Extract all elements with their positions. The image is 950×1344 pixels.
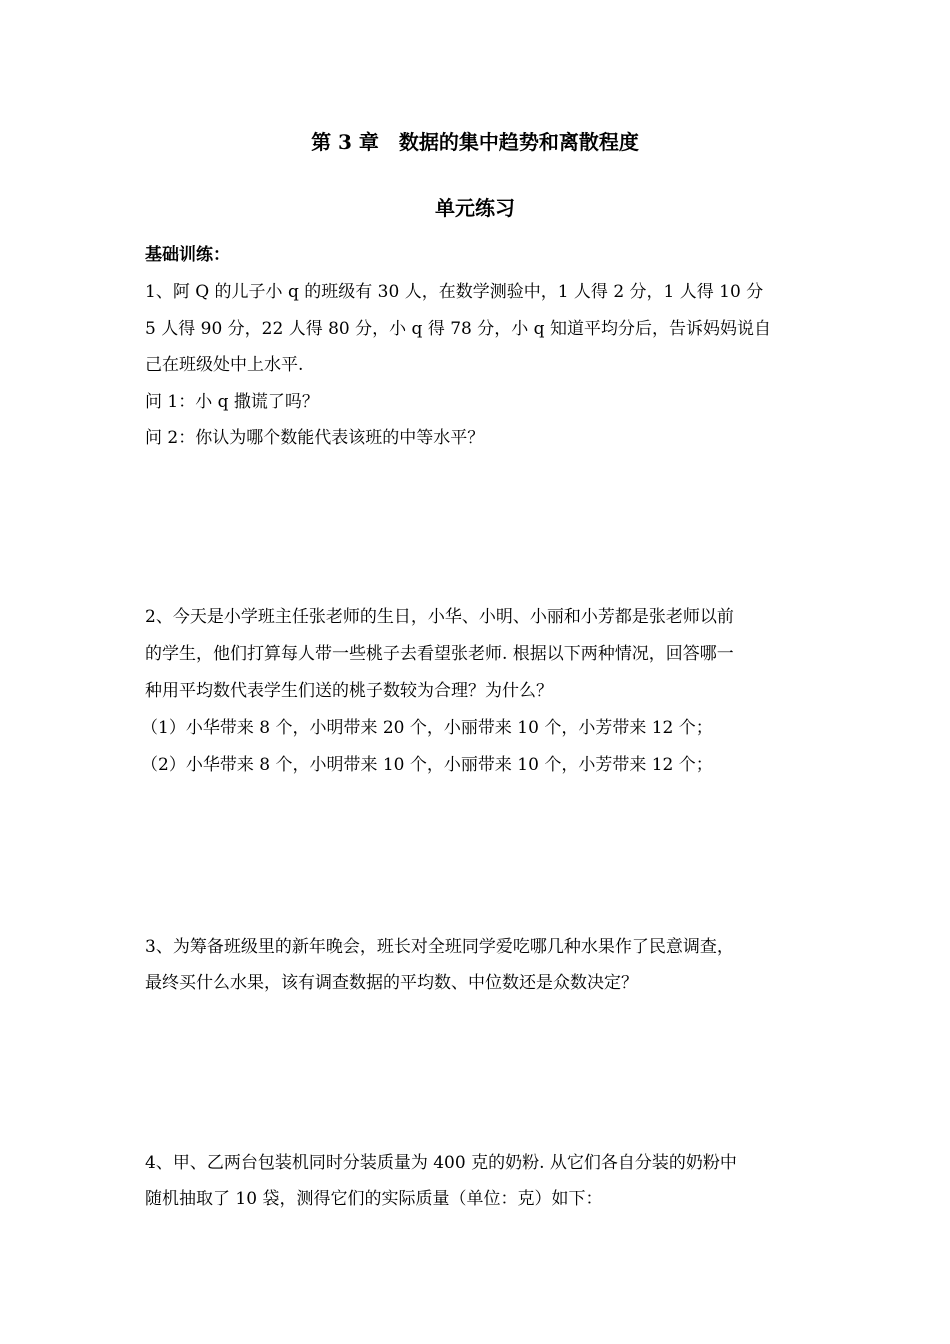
q2-line-2: 的学生，他们打算每人带一些桃子去看望张老师. 根据以下两种情况，回答哪一 (145, 644, 734, 664)
q1-ask-1: 问 1：小 q 撒谎了吗？ (145, 392, 319, 412)
q1-ask-2: 问 2：你认为哪个数能代表该班的中等水平？ (145, 428, 485, 448)
q2-line-1: 2、今天是小学班主任张老师的生日，小华、小明、小丽和小芳都是张老师以前 (145, 607, 734, 627)
chapter-title: 第 3 章 数据的集中趋势和离散程度 (311, 130, 639, 154)
q4-line-2: 随机抽取了 10 袋，测得它们的实际质量（单位：克）如下： (145, 1189, 603, 1209)
subtitle: 单元练习 (435, 196, 515, 220)
q2-line-3: 种用平均数代表学生们送的桃子数较为合理？为什么？ (145, 681, 553, 701)
section-heading: 基础训练： (145, 245, 230, 265)
q3-line-1: 3、为筹备班级里的新年晚会，班长对全班同学爱吃哪几种水果作了民意调查， (145, 937, 734, 957)
q1-line-3: 己在班级处中上水平. (145, 355, 304, 375)
q4-line-1: 4、甲、乙两台包装机同时分装质量为 400 克的奶粉. 从它们各自分装的奶粉中 (145, 1153, 737, 1173)
q2-case-2: （2）小华带来 8 个，小明带来 10 个，小丽带来 10 个，小芳带来 12 个； (141, 755, 713, 775)
q1-line-2: 5 人得 90 分，22 人得 80 分，小 q 得 78 分，小 q 知道平均分后，告诉妈妈说自 (145, 319, 771, 339)
q3-line-2: 最终买什么水果，该有调查数据的平均数、中位数还是众数决定？ (145, 973, 638, 993)
q1-line-1: 1、阿 Q 的儿子小 q 的班级有 30 人，在数学测验中，1 人得 2 分，1 人得 10 分 (145, 282, 764, 302)
q2-case-1: （1）小华带来 8 个，小明带来 20 个，小丽带来 10 个，小芳带来 12 个； (141, 718, 713, 738)
